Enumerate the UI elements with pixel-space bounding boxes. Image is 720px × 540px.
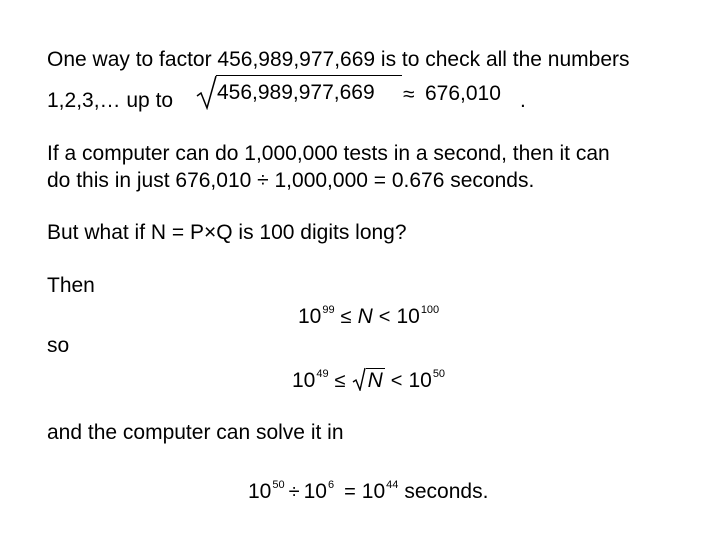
ineq2-var: N <box>367 369 383 392</box>
final-div: ÷ <box>288 481 300 503</box>
ineq1-var: N <box>357 305 373 328</box>
label-so: so <box>47 334 70 357</box>
ineq1-left-exp: 99 <box>322 304 335 316</box>
text-para-4: and the computer can solve it in <box>47 421 344 444</box>
approx-symbol: ≈ <box>403 83 415 106</box>
ineq1-leq: ≤ <box>340 306 352 328</box>
ineq2-lt: < <box>390 370 403 392</box>
final-expression <box>248 481 488 502</box>
final-c-base: 10 <box>361 480 386 503</box>
final-eq: = <box>344 481 356 503</box>
label-then: Then <box>47 274 95 297</box>
final-b-exp: 6 <box>327 479 335 491</box>
text-para-2-line-2: do this in just 676,010 ÷ 1,000,000 = 0.676 seconds. <box>47 169 535 192</box>
ineq2-left-base: 10 <box>292 369 316 392</box>
text-line-1: One way to factor 456,989,977,669 is to check all the numbers <box>47 48 630 71</box>
ineq2-leq: ≤ <box>334 370 346 392</box>
final-unit: seconds. <box>404 480 489 503</box>
final-a-exp: 50 <box>272 479 285 491</box>
small-radical-icon <box>352 367 366 391</box>
ineq1-right-exp: 100 <box>420 304 440 316</box>
radical-sign-icon <box>196 74 218 110</box>
text-para-2-line-1: If a computer can do 1,000,000 tests in a second, then it can <box>47 142 610 165</box>
radical-bar <box>216 75 402 76</box>
text-para-3: But what if N = P×Q is 100 digits long? <box>47 221 407 244</box>
approx-value: 676,010 <box>425 82 501 105</box>
final-b-base: 10 <box>303 480 327 503</box>
ineq1-left-base: 10 <box>298 305 322 328</box>
final-a-base: 10 <box>248 480 272 503</box>
ineq2-right-exp: 50 <box>432 368 446 380</box>
ineq1-right-base: 10 <box>396 305 420 328</box>
inequality-1 <box>298 306 439 327</box>
inequality-2 <box>292 367 445 391</box>
final-c-exp: 44 <box>386 479 399 491</box>
line-2-period: . <box>520 89 526 112</box>
text-line-2-prefix: 1,2,3,… up to <box>47 89 174 112</box>
sqrt-value: 456,989,977,669 <box>217 81 375 104</box>
ineq1-lt: < <box>378 306 391 328</box>
ineq2-left-exp: 49 <box>316 368 329 380</box>
ineq2-sqrt <box>352 367 385 391</box>
ineq2-right-base: 10 <box>408 369 432 392</box>
